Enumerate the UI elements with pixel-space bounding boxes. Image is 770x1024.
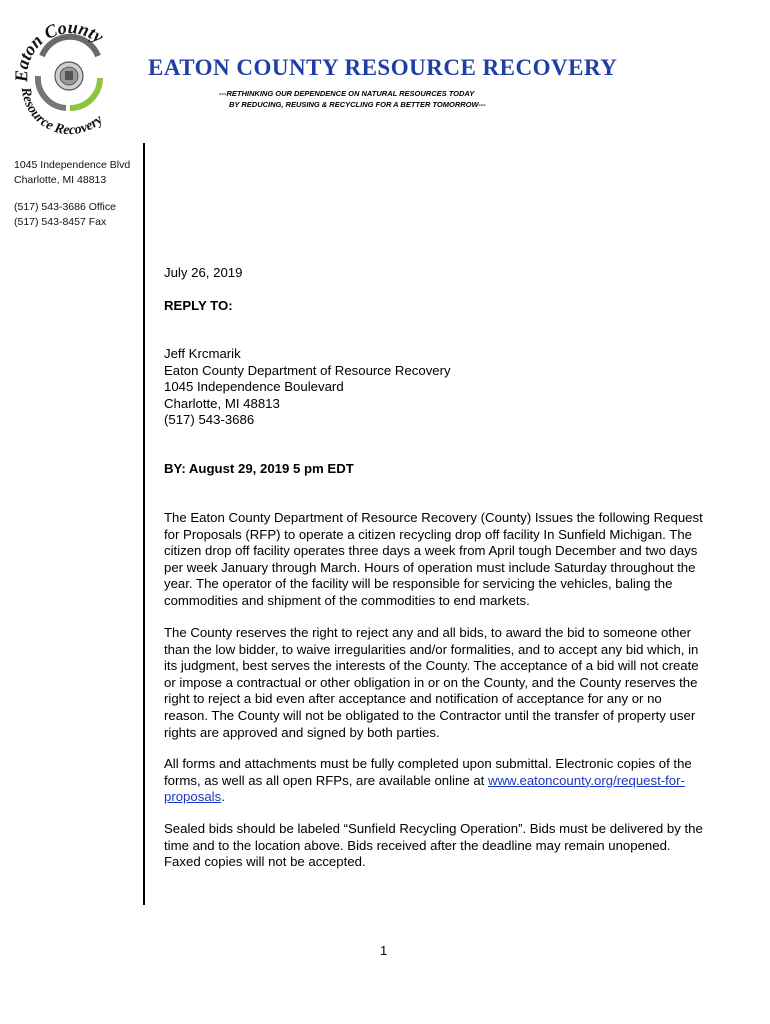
deadline: BY: August 29, 2019 5 pm EDT xyxy=(164,461,354,476)
sidebar-office-phone: (517) 543-3686 Office xyxy=(14,201,116,213)
contact-city: Charlotte, MI 48813 xyxy=(164,396,280,411)
rfp-website-link[interactable]: www.eatoncounty.org/request-for-proposals xyxy=(164,772,685,805)
vertical-divider xyxy=(143,143,145,905)
paragraph-forms-end: . xyxy=(221,789,225,805)
logo-arc-top-text: Eaton County xyxy=(11,17,108,83)
paragraph-forms xyxy=(164,756,704,806)
tagline-line-2: BY REDUCING, REUSING & RECYCLING FOR A BETTER TOMORROW--- xyxy=(229,100,486,109)
contact-street: 1045 Independence Boulevard xyxy=(164,379,344,394)
eaton-county-logo xyxy=(8,16,130,138)
logo-arc-bottom-text: Resource Recovery xyxy=(17,86,106,138)
letter-date: July 26, 2019 xyxy=(164,265,243,280)
sidebar-address-line1: 1045 Independence Blvd xyxy=(14,159,131,171)
sidebar-fax: (517) 543-8457 Fax xyxy=(14,216,107,228)
reply-to-heading: REPLY TO: xyxy=(164,298,233,313)
paragraph-rfp-intro: The Eaton County Department of Resource Recovery (County) Issues the following Request for Proposals (RFP) to operate a citizen recycling drop off facility In Sunfield Michigan. The citizen drop off facility operates three days a week from April tough December and two days per week January through March. Hours of operation must include Saturday throughout the year. The operator of the facility will be responsible for servicing the vehicles, baling the commodities and shipment of the commodities to end markets. xyxy=(164,510,703,608)
contact-department: Eaton County Department of Resource Recovery xyxy=(164,363,451,378)
tagline-line-1: ---RETHINKING OUR DEPENDENCE ON NATURAL RESOURCES TODAY xyxy=(219,89,475,98)
paragraph-forms-text: All forms and attachments must be fully completed upon submittal. Electronic copies of the forms, as well as all open RFPs, are available online at xyxy=(164,756,692,788)
paragraph-sealed-bids: Sealed bids should be labeled “Sunfield Recycling Operation”. Bids must be delivered by the time and to the location above. Bids received after the deadline may remain unopened. Faxed copies will not be accepted. xyxy=(164,821,703,870)
contact-phone: (517) 543-3686 xyxy=(164,412,255,427)
organization-title: EATON COUNTY RESOURCE RECOVERY xyxy=(148,55,618,80)
paragraph-reservations: The County reserves the right to reject any and all bids, to award the bid to someone other than the low bidder, to waive irregularities and/or formalities, and to accept any bid which, in its judgment, best serves the interests of the County. The acceptance of a bid will not create or impose a contractual or other obligation in or on the County, and the County reserves the right to reject a bid even after acceptance and notification of acceptance for any or no reason. The County will not be obligated to the Contractor until the transfer of property user rights are approved and signed by both parties. xyxy=(164,625,699,740)
sidebar-address-line2: Charlotte, MI 48813 xyxy=(14,174,107,186)
page-number: 1 xyxy=(380,943,388,958)
contact-name: Jeff Krcmarik xyxy=(164,346,241,361)
